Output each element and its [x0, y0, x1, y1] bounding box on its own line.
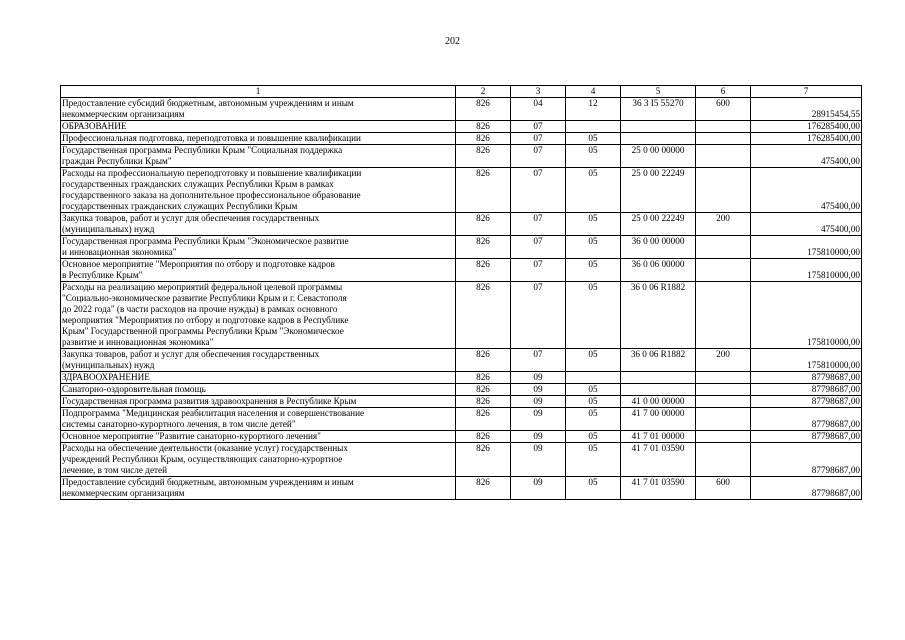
item-name-line: Государственная программа Республики Крым "Социальная поддержка	[62, 145, 343, 155]
expense-type-cell	[696, 372, 751, 384]
section-code-cell: 07	[511, 236, 566, 259]
item-name-line: Основное мероприятие "Развитие санаторно-курортного лечения"	[62, 431, 321, 441]
item-name-line: Подпрограмма "Медицинская реабилитация населения и совершенствование	[62, 408, 365, 418]
target-article-cell	[621, 384, 696, 396]
header-cell: 7	[751, 86, 862, 98]
section-code-cell: 07	[511, 282, 566, 349]
subsection-code-cell: 05	[566, 282, 621, 349]
section-code-cell: 07	[511, 133, 566, 145]
item-name-line: Государственная программа Республики Крым "Экономическое развитие	[62, 236, 349, 246]
item-name-cell	[61, 384, 456, 396]
header-cell: 3	[511, 86, 566, 98]
admin-code-cell: 826	[456, 98, 511, 121]
expense-type-cell	[696, 431, 751, 443]
subsection-code-cell: 05	[566, 443, 621, 477]
subsection-code-cell: 05	[566, 145, 621, 168]
subsection-code-cell: 05	[566, 236, 621, 259]
amount-cell: 87798687,00	[751, 384, 862, 396]
admin-code-cell: 826	[456, 431, 511, 443]
amount-cell: 28915454,55	[751, 98, 862, 121]
section-code-cell: 04	[511, 98, 566, 121]
target-article-cell: 36 3 I5 55270	[621, 98, 696, 121]
item-name-line: "Социально-экономическое развитие Республики Крым и г. Севастополя	[62, 293, 347, 303]
admin-code-cell: 826	[456, 168, 511, 213]
section-code-cell: 07	[511, 213, 566, 236]
item-name-line: граждан Республики Крым"	[62, 156, 172, 166]
section-code-cell: 07	[511, 349, 566, 372]
item-name-line: Предоставление субсидий бюджетным, автономным учреждениям и иным	[62, 98, 354, 108]
item-name-line: в Республике Крым"	[62, 270, 143, 280]
item-name-line: учреждений Республики Крым, осуществляющих санаторно-курортное	[62, 454, 343, 464]
target-article-cell	[621, 133, 696, 145]
expense-type-cell: 600	[696, 477, 751, 500]
subsection-code-cell: 05	[566, 213, 621, 236]
amount-cell: 475400,00	[751, 168, 862, 213]
target-article-cell: 36 0 06 R1882	[621, 282, 696, 349]
item-name-line: Расходы на обеспечение деятельности (оказание услуг) государственных	[62, 443, 348, 453]
section-code-cell: 07	[511, 121, 566, 133]
section-code-cell: 09	[511, 443, 566, 477]
table-row	[61, 396, 862, 408]
item-name-cell	[61, 443, 456, 477]
item-name-cell	[61, 168, 456, 213]
expense-type-cell: 600	[696, 98, 751, 121]
item-name-cell	[61, 236, 456, 259]
amount-cell: 175810000,00	[751, 282, 862, 349]
admin-code-cell: 826	[456, 396, 511, 408]
item-name-cell	[61, 396, 456, 408]
item-name-cell	[61, 259, 456, 282]
item-name-cell	[61, 121, 456, 133]
subsection-code-cell: 12	[566, 98, 621, 121]
item-name-cell	[61, 145, 456, 168]
admin-code-cell: 826	[456, 443, 511, 477]
expense-type-cell	[696, 168, 751, 213]
admin-code-cell: 826	[456, 236, 511, 259]
header-cell: 5	[621, 86, 696, 98]
subsection-code-cell	[566, 121, 621, 133]
target-article-cell: 25 0 00 22249	[621, 168, 696, 213]
item-name-cell	[61, 372, 456, 384]
table-row	[61, 259, 862, 282]
expense-type-cell	[696, 282, 751, 349]
table-row	[61, 384, 862, 396]
subsection-code-cell: 05	[566, 431, 621, 443]
admin-code-cell: 826	[456, 121, 511, 133]
admin-code-cell: 826	[456, 213, 511, 236]
amount-cell: 175810000,00	[751, 349, 862, 372]
target-article-cell: 36 0 00 00000	[621, 236, 696, 259]
table-row	[61, 477, 862, 500]
item-name-line: ЗДРАВООХРАНЕНИЕ	[62, 372, 150, 382]
item-name-line: Закупка товаров, работ и услуг для обеспечения государственных	[62, 213, 320, 223]
item-name-line: лечение, в том числе детей	[62, 465, 168, 475]
item-name-line: (муниципальных) нужд	[62, 360, 155, 370]
amount-cell: 475400,00	[751, 145, 862, 168]
subsection-code-cell: 05	[566, 384, 621, 396]
admin-code-cell: 826	[456, 259, 511, 282]
item-name-cell	[61, 213, 456, 236]
expense-type-cell	[696, 133, 751, 145]
subsection-code-cell: 05	[566, 477, 621, 500]
page-number: 202	[445, 36, 460, 47]
target-article-cell: 41 0 00 00000	[621, 396, 696, 408]
item-name-line: Расходы на профессиональную переподготовку и повышение квалификации	[62, 168, 362, 178]
admin-code-cell: 826	[456, 384, 511, 396]
target-article-cell	[621, 372, 696, 384]
budget-table	[60, 85, 862, 500]
table-row	[61, 121, 862, 133]
table-row	[61, 408, 862, 431]
amount-cell: 87798687,00	[751, 408, 862, 431]
subsection-code-cell: 05	[566, 396, 621, 408]
expense-type-cell: 200	[696, 349, 751, 372]
section-code-cell: 07	[511, 168, 566, 213]
amount-cell: 87798687,00	[751, 431, 862, 443]
item-name-line: мероприятия "Мероприятия по отбору и подготовке кадров в Республике	[62, 315, 349, 325]
target-article-cell: 41 7 01 00000	[621, 431, 696, 443]
target-article-cell: 36 0 06 R1882	[621, 349, 696, 372]
item-name-line: Государственная программа развития здравоохранения в Республике Крым	[62, 396, 357, 406]
table-row	[61, 372, 862, 384]
subsection-code-cell	[566, 372, 621, 384]
table-row	[61, 133, 862, 145]
item-name-line: (муниципальных) нужд	[62, 224, 155, 234]
header-cell: 2	[456, 86, 511, 98]
table-row	[61, 443, 862, 477]
section-code-cell: 07	[511, 145, 566, 168]
target-article-cell: 25 0 00 22249	[621, 213, 696, 236]
table-row	[61, 168, 862, 213]
subsection-code-cell: 05	[566, 408, 621, 431]
section-code-cell: 09	[511, 431, 566, 443]
subsection-code-cell: 05	[566, 349, 621, 372]
item-name-cell	[61, 408, 456, 431]
admin-code-cell: 826	[456, 282, 511, 349]
expense-type-cell: 200	[696, 213, 751, 236]
item-name-line: ОБРАЗОВАНИЕ	[62, 121, 127, 131]
item-name-line: Закупка товаров, работ и услуг для обеспечения государственных	[62, 349, 320, 359]
expense-type-cell	[696, 443, 751, 477]
table-row	[61, 349, 862, 372]
section-code-cell: 09	[511, 372, 566, 384]
table-row	[61, 213, 862, 236]
item-name-line: и инновационная экономика"	[62, 247, 177, 257]
amount-cell: 87798687,00	[751, 372, 862, 384]
item-name-cell	[61, 349, 456, 372]
item-name-cell	[61, 477, 456, 500]
admin-code-cell: 826	[456, 145, 511, 168]
table-header-row	[61, 86, 862, 98]
amount-cell: 87798687,00	[751, 477, 862, 500]
amount-cell: 176285400,00	[751, 121, 862, 133]
item-name-line: Предоставление субсидий бюджетным, автономным учреждениям и иным	[62, 477, 354, 487]
item-name-line: государственных гражданских служащих Республики Крым в рамках	[62, 179, 334, 189]
admin-code-cell: 826	[456, 477, 511, 500]
admin-code-cell: 826	[456, 408, 511, 431]
target-article-cell: 36 0 06 00000	[621, 259, 696, 282]
table-row	[61, 98, 862, 121]
amount-cell: 87798687,00	[751, 396, 862, 408]
section-code-cell: 09	[511, 477, 566, 500]
admin-code-cell: 826	[456, 372, 511, 384]
item-name-cell	[61, 98, 456, 121]
expense-type-cell	[696, 236, 751, 259]
header-cell: 6	[696, 86, 751, 98]
target-article-cell: 41 7 00 00000	[621, 408, 696, 431]
subsection-code-cell: 05	[566, 168, 621, 213]
item-name-line: Расходы на реализацию мероприятий федеральной целевой программы	[62, 282, 343, 292]
section-code-cell: 09	[511, 384, 566, 396]
target-article-cell: 41 7 01 03590	[621, 477, 696, 500]
item-name-line: до 2022 года" (в части расходов на прочие нужды) в рамках основного	[62, 304, 338, 314]
subsection-code-cell: 05	[566, 259, 621, 282]
header-cell: 1	[61, 86, 456, 98]
item-name-line: некоммерческим организациям	[62, 488, 185, 498]
item-name-line: Крым" Государственной программы Республики Крым "Экономическое	[62, 326, 344, 336]
item-name-line: Основное мероприятие "Мероприятия по отбору и подготовке кадров	[62, 259, 335, 269]
item-name-cell	[61, 282, 456, 349]
item-name-line: Санаторно-оздоровительная помощь	[62, 384, 206, 394]
item-name-line: развитие и инновационная экономика"	[62, 337, 214, 347]
item-name-line: Профессиональная подготовка, переподготовка и повышение квалификации	[62, 133, 361, 143]
expense-type-cell	[696, 408, 751, 431]
table-row	[61, 282, 862, 349]
item-name-cell	[61, 133, 456, 145]
item-name-line: государственного заказа на дополнительное профессиональное образование	[62, 190, 361, 200]
item-name-line: государственных гражданских служащих Республики Крым	[62, 201, 298, 211]
item-name-cell	[61, 431, 456, 443]
table-row	[61, 236, 862, 259]
expense-type-cell	[696, 259, 751, 282]
section-code-cell: 09	[511, 396, 566, 408]
admin-code-cell: 826	[456, 133, 511, 145]
section-code-cell: 07	[511, 259, 566, 282]
amount-cell: 87798687,00	[751, 443, 862, 477]
table-row	[61, 145, 862, 168]
subsection-code-cell: 05	[566, 133, 621, 145]
target-article-cell	[621, 121, 696, 133]
item-name-line: некоммерческим организациям	[62, 109, 185, 119]
item-name-line: системы санаторно-курортного лечения, в том числе детей"	[62, 419, 296, 429]
expense-type-cell	[696, 384, 751, 396]
amount-cell: 175810000,00	[751, 236, 862, 259]
header-cell: 4	[566, 86, 621, 98]
expense-type-cell	[696, 396, 751, 408]
amount-cell: 175810000,00	[751, 259, 862, 282]
amount-cell: 176285400,00	[751, 133, 862, 145]
admin-code-cell: 826	[456, 349, 511, 372]
section-code-cell: 09	[511, 408, 566, 431]
amount-cell: 475400,00	[751, 213, 862, 236]
target-article-cell: 41 7 01 03590	[621, 443, 696, 477]
expense-type-cell	[696, 121, 751, 133]
expense-type-cell	[696, 145, 751, 168]
target-article-cell: 25 0 00 00000	[621, 145, 696, 168]
table-row	[61, 431, 862, 443]
